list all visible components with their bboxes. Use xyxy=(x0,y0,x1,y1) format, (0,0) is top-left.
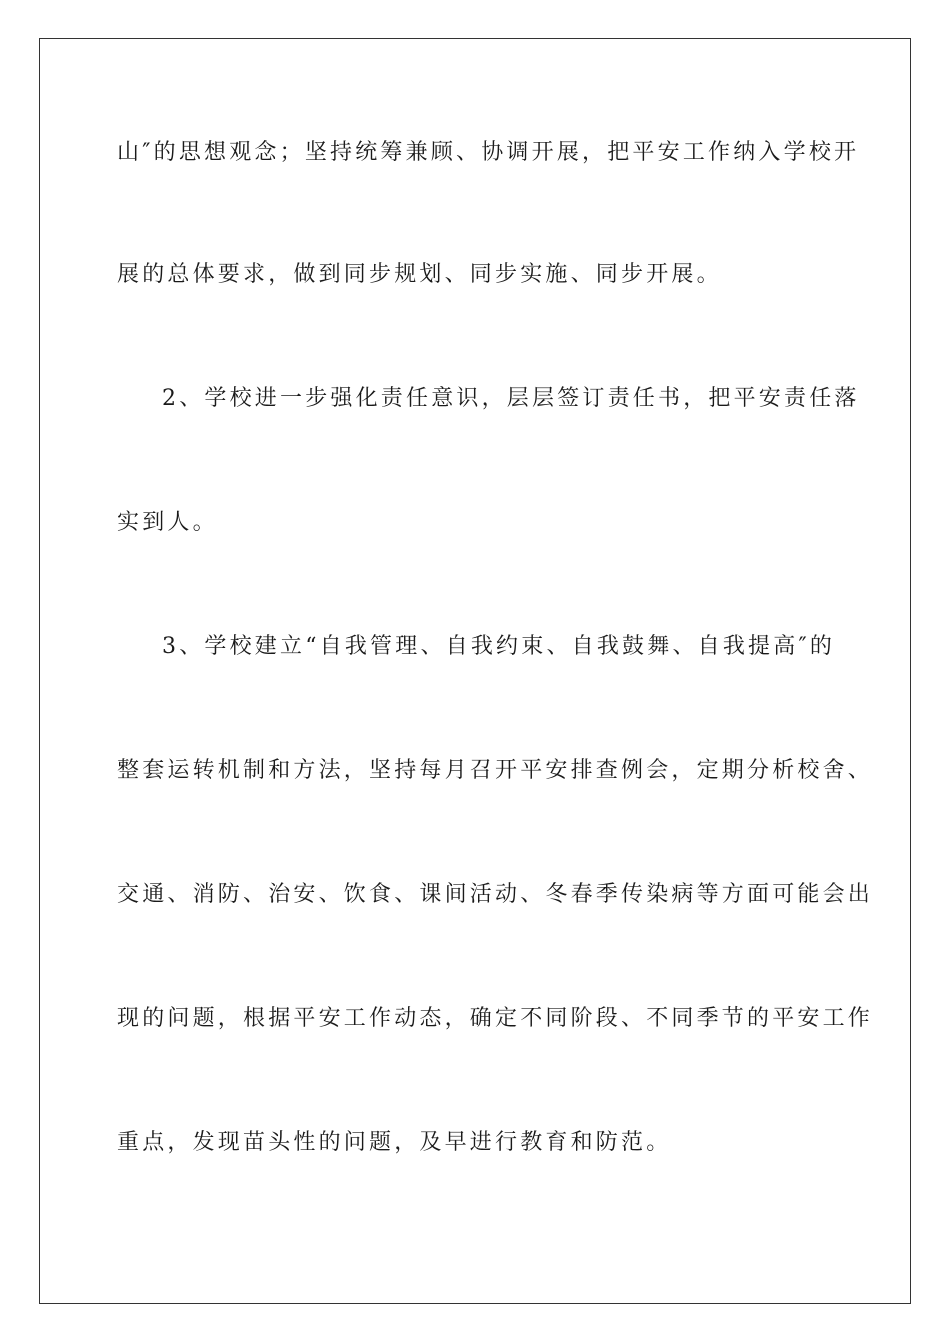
text-line: 山″的思想观念；坚持统筹兼顾、协调开展，把平安工作纳入学校开 xyxy=(117,140,860,165)
paragraph-start-line: 2、学校进一步强化责任意识，层层签订责任书，把平安责任落 xyxy=(162,386,860,411)
text-line: 展的总体要求，做到同步规划、同步实施、同步开展。 xyxy=(117,262,722,287)
page-border xyxy=(39,38,911,1304)
text-line: 整套运转机制和方法，坚持每月召开平安排查例会，定期分析校舍、 xyxy=(117,758,874,783)
text-line: 重点，发现苗头性的问题，及早进行教育和防范。 xyxy=(117,1130,672,1155)
text-line: 交通、消防、治安、饮食、课间活动、冬春季传染病等方面可能会出 xyxy=(117,882,874,907)
text-line: 实到人。 xyxy=(117,510,218,535)
text-line: 现的问题，根据平安工作动态，确定不同阶段、不同季节的平安工作 xyxy=(117,1006,874,1031)
paragraph-start-line: 3、学校建立“自我管理、自我约束、自我鼓舞、自我提高″的 xyxy=(162,634,836,659)
